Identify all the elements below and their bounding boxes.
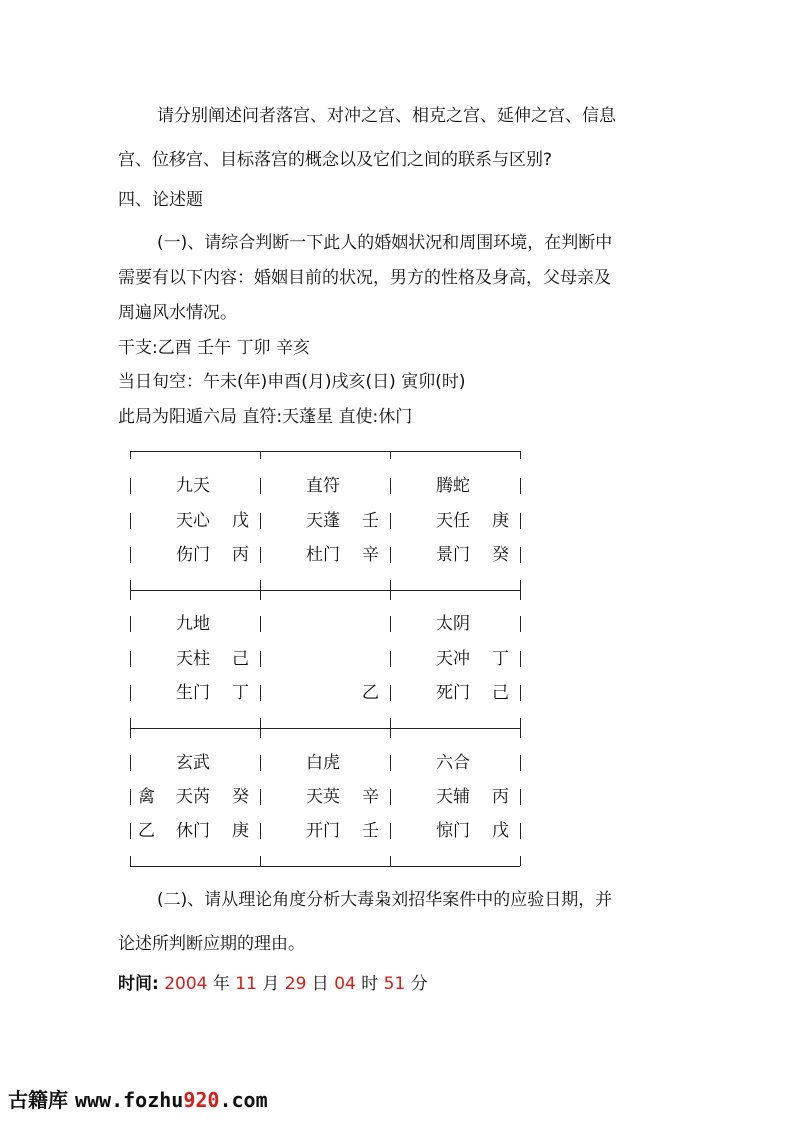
palace-star-stem: 癸 <box>232 787 249 807</box>
palace-door-stem: 戊 <box>492 821 509 841</box>
palace-door: 休门 <box>176 821 210 841</box>
palace-door-stem: 己 <box>492 683 509 703</box>
palace-door: 死门 <box>436 683 470 703</box>
time-month-unit: 月 <box>262 974 280 994</box>
time-label: 时间: <box>118 974 159 994</box>
time-minute-unit: 分 <box>410 974 428 994</box>
question-2-line: (二)、请从理论角度分析大毒枭刘招华案件中的应验日期，并 <box>157 890 613 910</box>
time-minute: 51 <box>383 974 406 994</box>
ganzhi-line: 干支:乙酉 壬午 丁卯 辛亥 <box>118 338 310 358</box>
palace-door-stem: 癸 <box>492 545 509 565</box>
palace-god: 太阴 <box>436 614 470 634</box>
palace-star-stem: 辛 <box>362 787 379 807</box>
palace-star: 天任 <box>436 511 470 531</box>
footer-name: 古籍库 <box>8 1088 68 1112</box>
footer-site-suffix: .com <box>219 1088 268 1112</box>
palace-door: 开门 <box>306 821 340 841</box>
palace-door: 伤门 <box>176 545 210 565</box>
question-1-line: (一)、请综合判断一下此人的婚姻状况和周围环境，在判断中 <box>157 233 613 253</box>
palace-star-stem: 庚 <box>492 511 509 531</box>
palace-door: 惊门 <box>436 821 470 841</box>
palace-door-stem: 丁 <box>232 683 249 703</box>
palace-door: 生门 <box>176 683 210 703</box>
palace-god: 九地 <box>176 614 210 634</box>
palace-door: 景门 <box>436 545 470 565</box>
palace-god: 玄武 <box>176 753 210 773</box>
palace-door: 杜门 <box>306 545 340 565</box>
palace-star-stem: 戊 <box>232 511 249 531</box>
xunkong-line: 当日旬空：午未(年)申酉(月)戌亥(日) 寅卯(时) <box>118 372 466 392</box>
palace-door-stem: 辛 <box>362 545 379 565</box>
time-year: 2004 <box>164 974 208 994</box>
palace-star-stem: 己 <box>232 649 249 669</box>
palace-god: 六合 <box>436 753 470 773</box>
palace-god: 腾蛇 <box>436 476 470 496</box>
palace-god: 白虎 <box>306 753 340 773</box>
time-line <box>118 974 428 994</box>
palace-star: 天英 <box>306 787 340 807</box>
palace-door-stem: 丙 <box>232 545 249 565</box>
paragraph-line: 宫、位移宫、目标落宫的概念以及它们之间的联系与区别? <box>118 150 553 170</box>
footer-site-num: 920 <box>183 1088 220 1112</box>
palace-star: 天芮 <box>176 787 210 807</box>
palace-star-stem: 丙 <box>492 787 509 807</box>
ju-line: 此局为阳遁六局 直符:天蓬星 直使:休门 <box>118 407 413 427</box>
center-stem: 乙 <box>362 683 379 703</box>
palace-door-stem: 庚 <box>232 821 249 841</box>
palace-star: 天心 <box>176 511 210 531</box>
palace-prefix: 乙 <box>138 821 155 841</box>
time-hour: 04 <box>334 974 356 994</box>
palace-door-stem: 壬 <box>362 821 379 841</box>
palace-star-stem: 丁 <box>492 649 509 669</box>
palace-star: 天柱 <box>176 649 210 669</box>
time-year-unit: 年 <box>212 974 230 994</box>
time-day: 29 <box>284 974 307 994</box>
palace-god: 九天 <box>176 476 210 496</box>
palace-star: 天辅 <box>436 787 470 807</box>
question-2-line: 论述所判断应期的理由。 <box>118 934 305 954</box>
footer-site-prefix: www.fozhu <box>74 1088 184 1112</box>
palace-god: 直符 <box>306 476 340 496</box>
palace-star-stem: 壬 <box>362 511 379 531</box>
question-1-line: 需要有以下内容：婚姻目前的状况，男方的性格及身高，父母亲及 <box>118 268 611 288</box>
footer-watermark <box>8 1088 268 1112</box>
paragraph-line: 请分别阐述问者落宫、对冲之宫、相克之宫、延伸之宫、信息 <box>157 106 616 126</box>
question-1-line: 周遍风水情况。 <box>118 303 237 323</box>
palace-star: 天蓬 <box>306 511 340 531</box>
section-heading: 四、论述题 <box>118 190 203 210</box>
palace-star: 天冲 <box>436 649 470 669</box>
palace-prefix: 禽 <box>138 787 155 807</box>
time-hour-unit: 时 <box>361 974 379 994</box>
time-month: 11 <box>235 974 257 994</box>
time-day-unit: 日 <box>311 974 329 994</box>
